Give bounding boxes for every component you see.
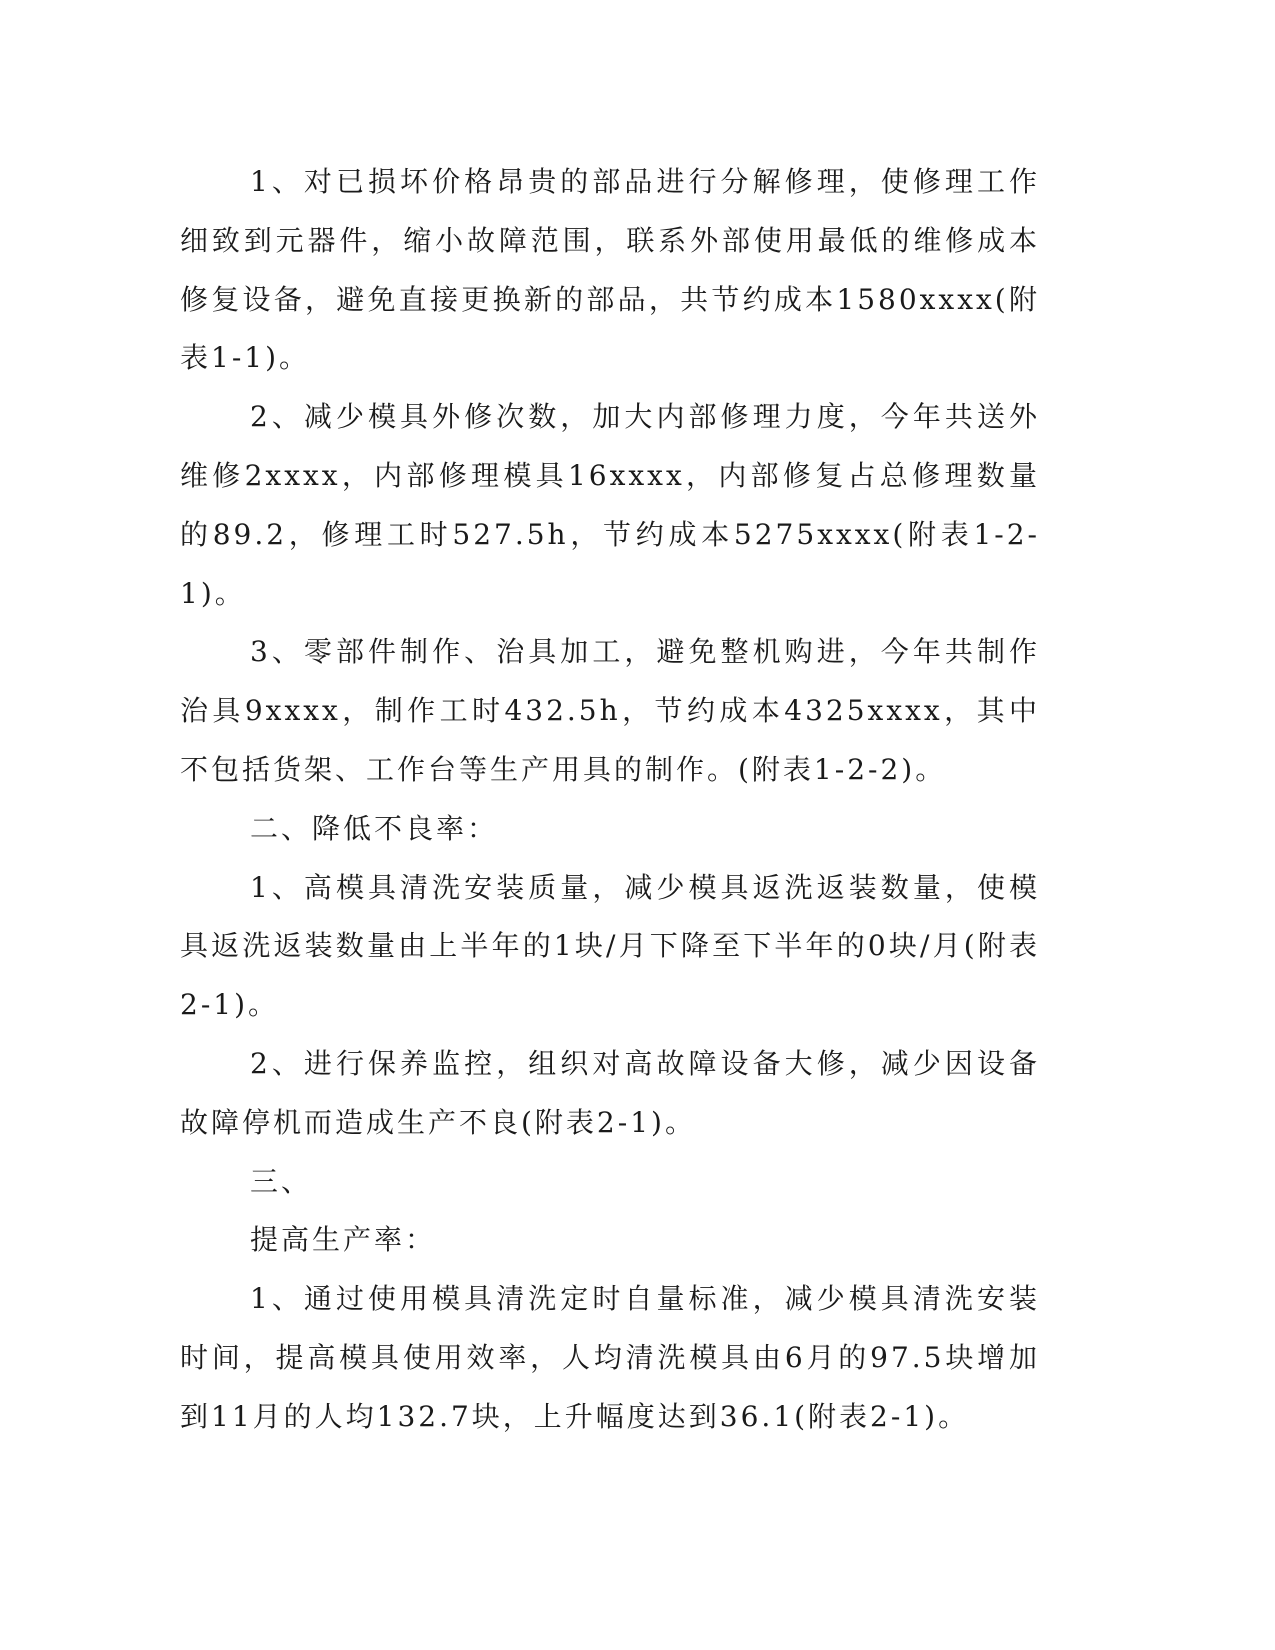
- section-number-three: 三、: [250, 1164, 313, 1198]
- section-heading-reduce-defects: 二、降低不良率：: [250, 811, 499, 845]
- paragraph-fixture-making: 3、零部件制作、治具加工，避免整机购进，今年共制作治具9xxxx，制作工时432.5h，节约成本4325xxxx，其中不包括货架、工作台等生产用具的制作。(附表1-2-2)。: [180, 635, 1040, 786]
- document-body: [180, 153, 1040, 1447]
- paragraph-mold-cleaning-quality: 1、高模具清洗安装质量，减少模具返洗返装数量，使模具返洗返装数量由上半年的1块/月下降至下半年的0块/月(附表2-1)。: [180, 870, 1040, 1022]
- paragraph-cost-repair-parts: 1、对已损坏价格昂贵的部品进行分解修理，使修理工作细致到元器件，缩小故障范围，联系外部使用最低的维修成本修复设备，避免直接更换新的部品，共节约成本1580xxxx(附表1-1)。: [180, 165, 1040, 375]
- section-heading-productivity: 提高生产率：: [250, 1223, 437, 1257]
- paragraph-maintenance-monitoring: 2、进行保养监控，组织对高故障设备大修，减少因设备故障停机而造成生产不良(附表2-1)。: [180, 1046, 1040, 1139]
- paragraph-mold-internal-repair: 2、减少模具外修次数，加大内部修理力度，今年共送外维修2xxxx，内部修理模具16xxxx，内部修复占总修理数量的89.2，修理工时527.5h，节约成本5275xxxx(附表1-2-1)。: [180, 400, 1040, 610]
- paragraph-cleaning-efficiency: 1、通过使用模具清洗定时自量标准，减少模具清洗安装时间，提高模具使用效率，人均清洗模具由6月的97.5块增加到11月的人均132.7块，上升幅度达到36.1(附表2-1)。: [180, 1282, 1040, 1433]
